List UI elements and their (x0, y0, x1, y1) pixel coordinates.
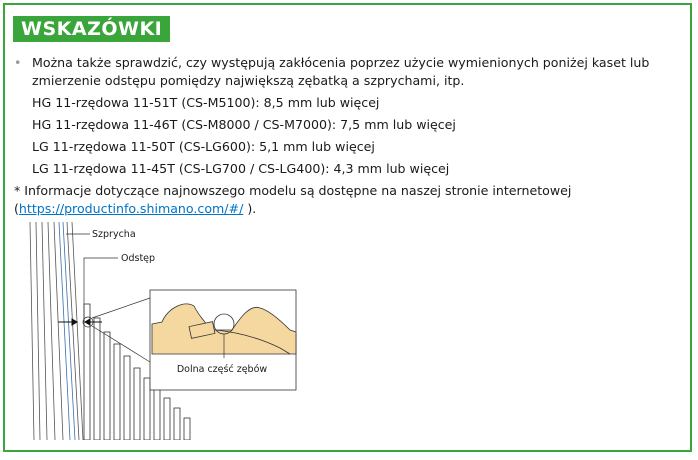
cassette-item-1: HG 11-rzędowa 11-51T (CS-M5100): 8,5 mm lub więcej (32, 95, 380, 110)
note-prefix: * Informacje dotyczące najnowszego modelu są dostępne na naszej stronie internetowej ( (14, 183, 572, 216)
spoke-label: Szprycha (92, 229, 136, 240)
cassette-item-3: LG 11-rzędowa 11-50T (CS-LG600): 5,1 mm lub więcej (32, 139, 375, 154)
website-note (14, 182, 674, 218)
tip-text: Można także sprawdzić, czy występują zakłócenia poprzez użycie wymienionych poniżej kaset lub zmierzenie odstępu pomiędzy największą zębatką a szprychami, itp. (32, 55, 650, 88)
cassette-item-2: HG 11-rzędowa 11-46T (CS-M8000 / CS-M7000): 7,5 mm lub więcej (32, 117, 456, 132)
tips-heading: WSKAZÓWKI (13, 16, 170, 42)
teeth-label: Dolna część zębów (176, 364, 268, 375)
cassette-item-4: LG 11-rzędowa 11-45T (CS-LG700 / CS-LG400): 4,3 mm lub więcej (32, 161, 450, 176)
note-suffix: ). (243, 201, 257, 216)
shimano-link[interactable]: https://productinfo.shimano.com/#/ (18, 201, 244, 216)
bullet-icon: • (14, 55, 22, 70)
tip-paragraph (14, 54, 674, 90)
spoke-lines (30, 222, 83, 440)
spoke-clearance-diagram (28, 222, 308, 440)
gap-label: Odstęp (121, 253, 156, 264)
